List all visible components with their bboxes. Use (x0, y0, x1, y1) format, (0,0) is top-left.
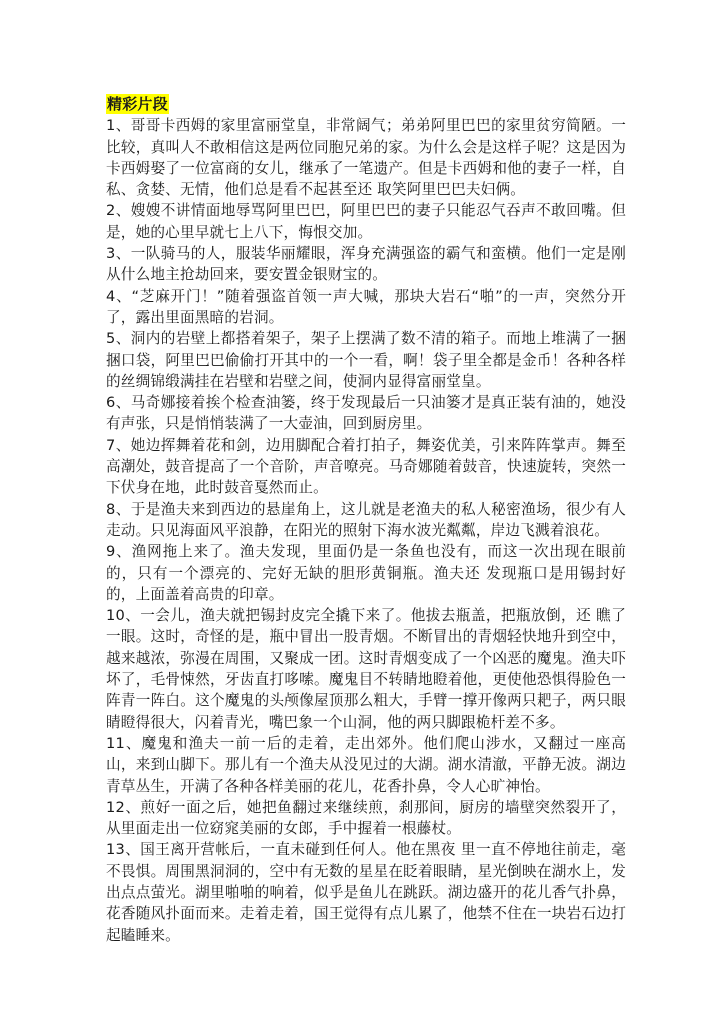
paragraph-2: 2、嫂嫂不讲情面地辱骂阿里巴巴，阿里巴巴的妻子只能忍气吞声不敢回嘴。但是，她的心里早就七上八下，悔恨交加。 (106, 202, 626, 241)
paragraph-4: 4、“芝麻开门！”随着强盗首领一声大喊，那块大岩石“啪”的一声，突然分开了，露出里面黑暗的岩洞。 (106, 287, 626, 326)
paragraph-1: 1、哥哥卡西姆的家里富丽堂皇，非常阔气；弟弟阿里巴巴的家里贫穷简陋。一比较，真叫人不敢相信这是两位同胞兄弟的家。为什么会是这样子呢？这是因为卡西姆娶了一位富商的女儿，继承了一笔遗产。但是卡西姆和他的妻子一样，自私、贪婪、无情，他们总是看不起甚至还 取笑阿里巴巴夫妇俩。 (106, 117, 626, 199)
paragraph-7: 7、她边挥舞着花和剑，边用脚配合着打拍子，舞姿优美，引来阵阵掌声。舞至高潮处，鼓音提高了一个音阶，声音嘹亮。马奇娜随着鼓音，快速旋转，突然一下伏身在地，此时鼓音戛然而止。 (106, 436, 626, 497)
paragraph-10: 10、一会儿，渔夫就把锡封皮完全撬下来了。他拔去瓶盖，把瓶放倒，还 瞧了一眼。这时，奇怪的是，瓶中冒出一股青烟。不断冒出的青烟轻快地升到空中，越来越浓，弥漫在周围，又聚成一团。这时青烟变成了一个凶恶的魔鬼。渔夫吓坏了，毛骨悚然，牙齿直打哆嗦。魔鬼目不转睛地瞪着他，更使他恐惧得脸色一阵青一阵白。这个魔鬼的头颅像屋顶那么粗大，手臂一撑开像两只耙子，两只眼睛瞪得很大，闪着青光，嘴巴象一个山洞，他的两只脚跟桅杆差不多。 (106, 607, 626, 731)
paragraph-11: 11、魔鬼和渔夫一前一后的走着，走出郊外。他们爬山涉水，又翻过一座高山，来到山脚下。那儿有一个渔夫从没见过的大湖。湖水清澈，平静无波。湖边青草丛生，开满了各种各样美丽的花儿，花香扑鼻，令人心旷神怡。 (106, 734, 626, 795)
paragraph-3: 3、一队骑马的人，服装华丽耀眼，浑身充满强盗的霸气和蛮横。他们一定是刚从什么地主抢劫回来，要安置金银财宝的。 (106, 245, 626, 284)
paragraph-6: 6、马奇娜接着挨个检查油篓，终于发现最后一只油篓才是真正装有油的，她没有声张，只是悄悄装满了一大壶油，回到厨房里。 (106, 394, 626, 433)
paragraph-8: 8、于是渔夫来到西边的悬崖角上，这儿就是老渔夫的私人秘密渔场，很少有人走动。只见海面风平浪静，在阳光的照射下海水波光粼粼，岸边飞溅着浪花。 (106, 500, 626, 539)
paragraph-5: 5、洞内的岩壁上都搭着架子，架子上摆满了数不清的箱子。而地上堆满了一捆捆口袋，阿里巴巴偷偷打开其中的一个一看，啊！袋子里全都是金币！各种各样的丝绸锦缎满挂在岩壁和岩壁之间，使洞内显得富丽堂皇。 (106, 330, 626, 390)
paragraph-9: 9、渔网拖上来了。渔夫发现，里面仍是一条鱼也没有，而这一次出现在眼前的，只有一个漂亮的、完好无缺的胆形黄铜瓶。渔夫还 发现瓶口是用锡封好的，上面盖着高贵的印章。 (106, 543, 626, 603)
document-page (106, 94, 626, 946)
section-heading: 精彩片段 (107, 95, 168, 113)
paragraph-12: 12、煎好一面之后，她把鱼翻过来继续煎，刹那间，厨房的墙壁突然裂开了，从里面走出一位窈窕美丽的女郎，手中握着一根藤杖。 (106, 798, 626, 838)
paragraph-13: 13、国王离开营帐后，一直未碰到任何人。他在黑夜 里一直不停地往前走，毫不畏惧。周围黑洞洞的，空中有无数的星星在眨着眼睛，星光倒映在湖水上，发出点点萤光。湖里啪啪的响着，似乎是鱼儿在跳跃。湖边盛开的花儿香气扑鼻，花香随风扑面而来。走着走着，国王觉得有点儿累了，他禁不住在一块岩石边打起瞌睡来。 (106, 841, 626, 944)
